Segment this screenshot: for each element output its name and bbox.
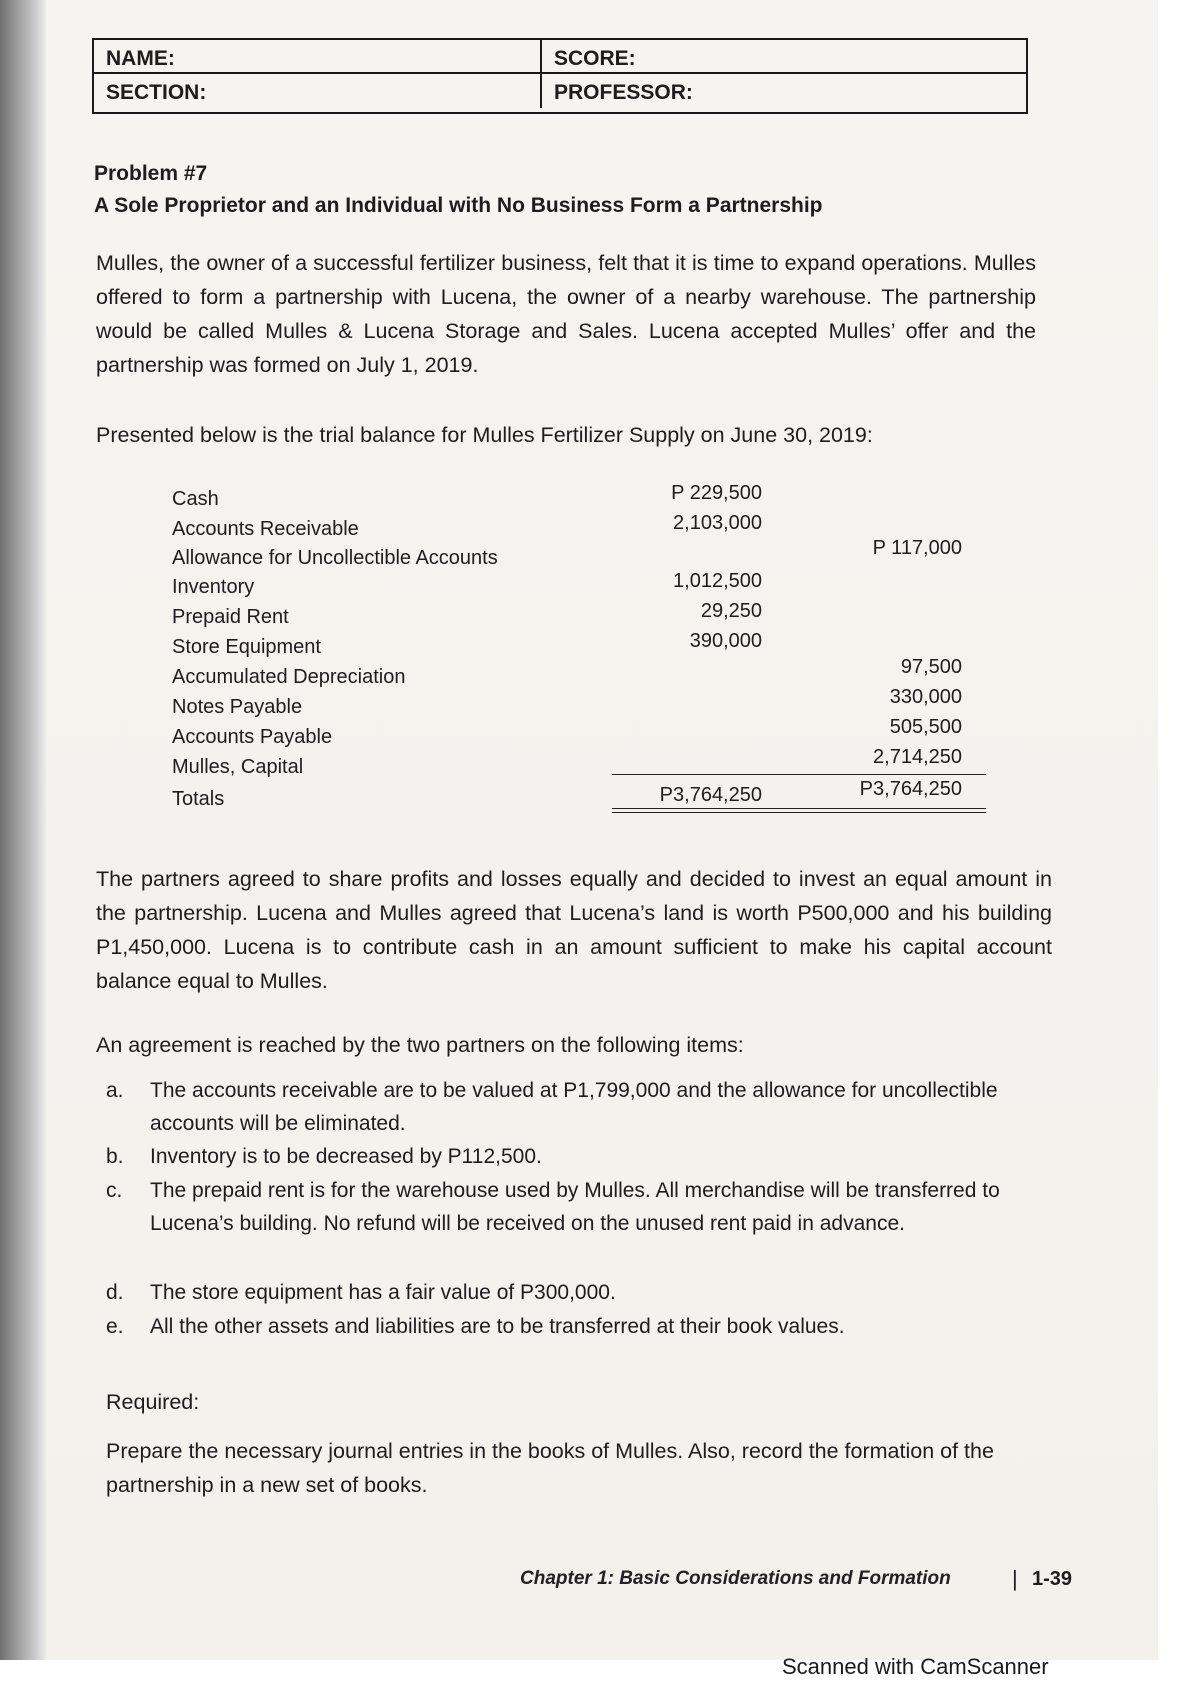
item-text: All the other assets and liabilities are to be transferred at their book values.	[150, 1315, 845, 1338]
footer-separator: |	[1012, 1566, 1018, 1591]
tb-total-credit: P3,764,250	[859, 778, 962, 800]
agreement-paragraph: The partners agreed to share profits and losses equally and decided to invest an equal amount in the partnership. Lucena and Mulles agreed that Lucena’s land is worth P500,000 and his building P1,450,000. Lucena is to contribute cash in an amount sufficient to make his capital account balance equal to Mulles.	[96, 867, 1052, 993]
chapter-footer: Chapter 1: Basic Considerations and Formation	[520, 1568, 951, 1589]
trial-balance-intro: Presented below is the trial balance for Mulles Fertilizer Supply on June 30, 2019:	[96, 423, 873, 447]
score-field-label: SCORE:	[542, 40, 1026, 74]
tb-credit: P 117,000	[872, 537, 962, 559]
section-field-label: SECTION:	[94, 74, 542, 108]
total-double-rule-1	[612, 808, 986, 809]
tb-account: Store Equipment	[172, 636, 321, 658]
tb-account: Accumulated Depreciation	[172, 666, 406, 688]
tb-account: Accounts Payable	[172, 726, 333, 748]
item-marker: c.	[106, 1179, 123, 1202]
tb-debit: 2,103,000	[673, 512, 762, 534]
agreement-intro: An agreement is reached by the two partners on the following items:	[96, 1033, 744, 1057]
problem-number: Problem #7	[94, 162, 208, 185]
required-instructions: Prepare the necessary journal entries in the books of Mulles. Also, record the formation of the partnership in a new set of books.	[106, 1439, 994, 1497]
item-marker: e.	[106, 1315, 124, 1338]
tb-total-debit: P3,764,250	[659, 784, 762, 806]
scanner-watermark: Scanned with CamScanner	[782, 1654, 1049, 1679]
item-marker: a.	[106, 1079, 124, 1102]
tb-debit: 1,012,500	[673, 570, 762, 592]
name-field-label: NAME:	[94, 40, 542, 74]
tb-account: Cash	[172, 488, 219, 510]
tb-account: Notes Payable	[172, 696, 303, 718]
professor-field-label: PROFESSOR:	[554, 81, 693, 104]
item-marker: d.	[106, 1281, 124, 1304]
intro-paragraph: Mulles, the owner of a successful fertilizer business, felt that it is time to expand operations. Mulles offered to form a partnership with Lucena, the owner of a nearby warehouse. The partnership would be called Mulles & Lucena Storage and Sales. Lucena accepted Mulles’ offer and the partnership was formed on July 1, 2019.	[96, 251, 1036, 377]
tb-debit: P 229,500	[671, 482, 762, 504]
tb-account: Accounts Receivable	[172, 518, 359, 540]
item-text: Inventory is to be decreased by P112,500.	[150, 1145, 542, 1168]
tb-totals-label: Totals	[172, 788, 225, 810]
tb-account: Allowance for Uncollectible Accounts	[172, 547, 498, 569]
student-info-box	[92, 38, 1028, 114]
page-number: 1-39	[1032, 1568, 1073, 1590]
item-text: The accounts receivable are to be valued at P1,799,000 and the allowance for uncollectible accounts will be eliminated.	[150, 1079, 998, 1135]
tb-account: Prepaid Rent	[172, 606, 289, 628]
subtotal-rule	[612, 774, 986, 775]
total-double-rule-2	[612, 812, 986, 813]
tb-debit: 29,250	[700, 600, 762, 622]
tb-credit: 330,000	[889, 686, 962, 708]
item-marker: b.	[106, 1145, 124, 1168]
required-label: Required:	[106, 1390, 200, 1414]
item-text: The store equipment has a fair value of P300,000.	[150, 1281, 616, 1304]
tb-account: Inventory	[172, 576, 255, 598]
page-margin	[1158, 0, 1200, 1698]
tb-credit: 2,714,250	[873, 746, 962, 768]
item-text: The prepaid rent is for the warehouse used by Mulles. All merchandise will be transferred to Lucena’s building. No refund will be received on the unused rent paid in advance.	[150, 1179, 1000, 1235]
problem-title: A Sole Proprietor and an Individual with No Business Form a Partnership	[94, 194, 823, 217]
tb-credit: 97,500	[900, 656, 962, 678]
book-binding-shadow	[0, 0, 46, 1660]
tb-account: Mulles, Capital	[172, 756, 304, 778]
tb-credit: 505,500	[889, 716, 962, 738]
tb-debit: 390,000	[689, 630, 762, 652]
